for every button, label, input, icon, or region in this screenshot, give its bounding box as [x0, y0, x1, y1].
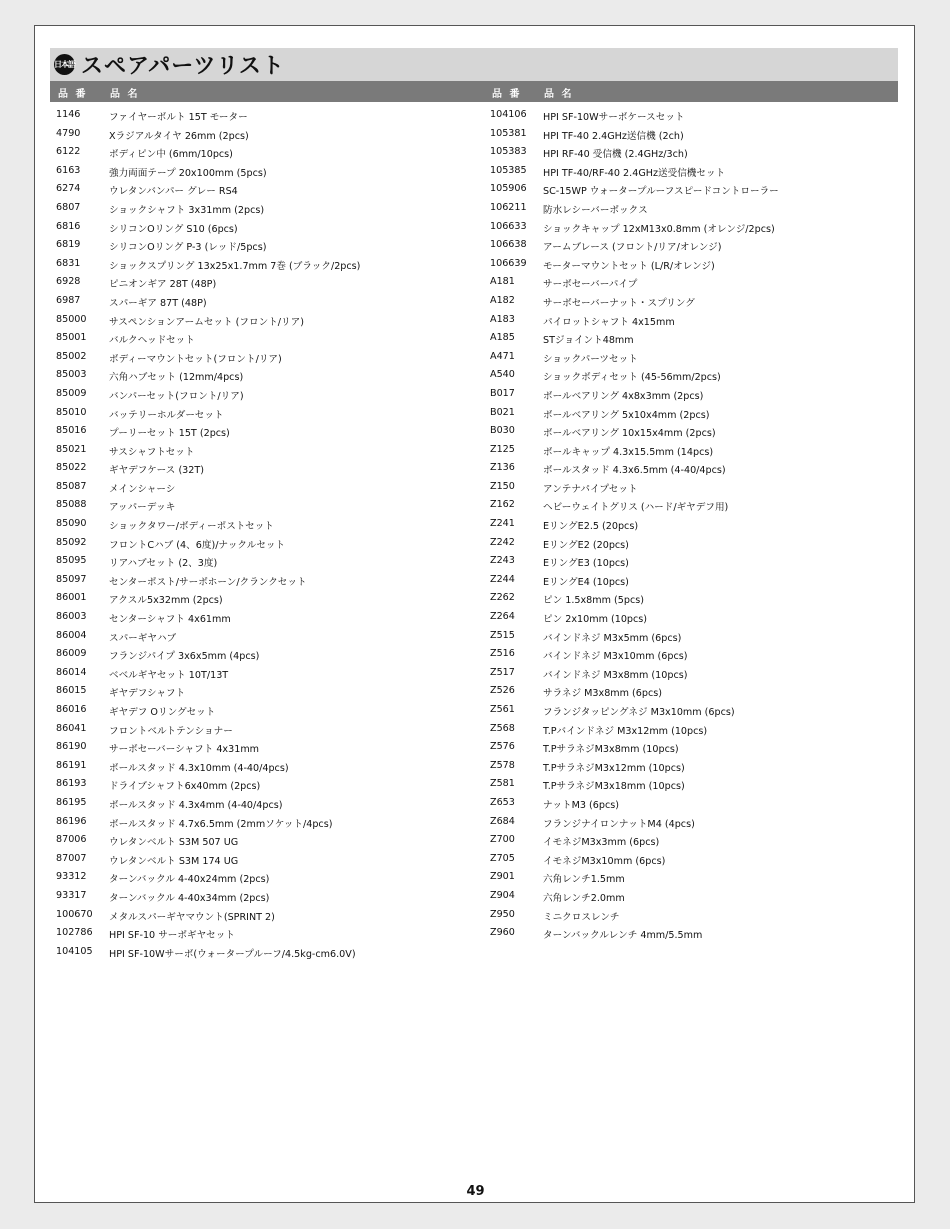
part-number: Z516: [490, 648, 515, 660]
part-number: 85095: [56, 555, 87, 567]
part-name: センターシャフト 4x61mm: [109, 614, 231, 626]
part-name: HPI SF-10 サーボギヤセット: [109, 930, 235, 942]
header-code-left: 品 番: [58, 89, 88, 100]
part-number: 93317: [56, 889, 87, 901]
part-number: A181: [490, 276, 515, 288]
part-number: Z243: [490, 555, 515, 567]
part-number: B021: [490, 406, 515, 418]
part-number: 86003: [56, 611, 87, 623]
part-name: ピン 2x10mm (10pcs): [543, 614, 648, 626]
part-name: イモネジM3x3mm (6pcs): [543, 837, 660, 849]
part-name: Xラジアルタイヤ 26mm (2pcs): [109, 130, 249, 142]
part-number: 104105: [56, 945, 93, 957]
part-number: 85003: [56, 369, 87, 381]
part-name: モーターマウントセット (L/R/オレンジ): [543, 260, 715, 272]
part-number: 87007: [56, 852, 87, 864]
part-name: ボールスタッド 4.3x10mm (4-40/4pcs): [109, 762, 289, 774]
part-name: アームブレース (フロント/リア/オレンジ): [543, 242, 722, 254]
part-number: 106211: [490, 201, 527, 213]
part-number: A540: [490, 369, 515, 381]
part-number: 85092: [56, 536, 87, 548]
part-name: バインドネジ M3x10mm (6pcs): [543, 651, 688, 663]
part-name: ピン 1.5x8mm (5pcs): [543, 595, 644, 607]
part-name: プーリーセット 15T (2pcs): [109, 428, 230, 440]
part-name: ショックスプリング 13x25x1.7mm 7巻 (ブラック/2pcs): [109, 260, 361, 272]
part-number: Z950: [490, 908, 515, 920]
part-number: Z700: [490, 834, 515, 846]
part-name: サーボセーバーナット・スプリング: [543, 297, 695, 309]
part-number: 86190: [56, 741, 87, 753]
part-number: 104106: [490, 109, 527, 120]
part-number: 85000: [56, 313, 87, 325]
part-name: ボールスタッド 4.3x6.5mm (4-40/4pcs): [543, 465, 726, 477]
part-name: パイロットシャフト 4x15mm: [543, 316, 675, 328]
part-name: ショックボディセット (45-56mm/2pcs): [543, 372, 721, 384]
part-number: 85010: [56, 406, 87, 418]
part-number: 106633: [490, 220, 527, 232]
part-name: ボディーマウントセット(フロント/リア): [109, 353, 282, 365]
header-name-left: 品 名: [110, 89, 140, 100]
part-name: シリコンOリング P-3 (レッド/5pcs): [109, 242, 267, 254]
part-name: リアハブセット (2、3度): [109, 558, 218, 570]
part-name: フランジタッピングネジ M3x10mm (6pcs): [543, 707, 735, 718]
part-name: T.PサラネジM3x12mm (10pcs): [543, 762, 685, 774]
part-number: Z264: [490, 611, 515, 623]
part-number: 85021: [56, 443, 87, 455]
part-number: Z517: [490, 666, 515, 678]
part-number: B030: [490, 425, 515, 437]
part-number: 106638: [490, 239, 527, 251]
part-name: ウレタンベルト S3M 174 UG: [109, 855, 239, 867]
part-number: 86014: [56, 666, 87, 678]
document-page: [34, 25, 915, 1203]
part-number: Z242: [490, 536, 515, 548]
part-name: ターンバックル 4-40x34mm (2pcs): [109, 892, 270, 904]
part-name: ボールスタッド 4.3x4mm (4-40/4pcs): [109, 799, 283, 811]
part-number: 106639: [490, 257, 527, 269]
part-number: Z150: [490, 480, 515, 492]
part-name: ギヤデフ Oリングセット: [109, 707, 216, 718]
part-number: 6831: [56, 257, 81, 269]
part-name: ショックシャフト 3x31mm (2pcs): [109, 204, 265, 216]
part-number: 86016: [56, 704, 87, 715]
part-name: EリングE4 (10pcs): [543, 576, 629, 588]
part-number: Z241: [490, 518, 515, 530]
part-number: 6163: [56, 164, 81, 176]
part-number: 93312: [56, 871, 87, 883]
part-number: 6987: [56, 294, 81, 306]
part-name: サラネジ M3x8mm (6pcs): [543, 688, 662, 700]
part-number: 86009: [56, 648, 87, 660]
part-name: ウレタンベルト S3M 507 UG: [109, 837, 239, 849]
part-name: アクスル5x32mm (2pcs): [109, 595, 223, 607]
part-number: Z684: [490, 815, 515, 827]
part-name: ミニクロスレンチ: [543, 911, 620, 923]
part-name: ナットM3 (6pcs): [543, 799, 619, 811]
part-name: ベベルギヤセット 10T/13T: [109, 669, 229, 681]
part-number: 85009: [56, 387, 87, 399]
part-name: ボールキャップ 4.3x15.5mm (14pcs): [543, 446, 714, 458]
part-number: A183: [490, 313, 515, 325]
part-name: ファイヤーボルト 15T モーター: [109, 112, 248, 123]
part-number: 4790: [56, 127, 81, 139]
part-number: Z125: [490, 443, 515, 455]
part-number: 102786: [56, 927, 93, 939]
part-number: Z515: [490, 629, 515, 641]
part-number: Z162: [490, 499, 515, 511]
part-name: HPI TF-40/RF-40 2.4GHz送受信機セット: [543, 167, 726, 179]
part-number: 86196: [56, 815, 87, 827]
part-name: スパーギヤハブ: [109, 632, 177, 644]
part-name: EリングE2 (20pcs): [543, 539, 629, 551]
header-code-right: 品 番: [492, 89, 522, 100]
part-number: 105383: [490, 146, 527, 158]
part-number: Z526: [490, 685, 515, 697]
part-name: ギヤデフシャフト: [109, 688, 186, 700]
part-number: 85022: [56, 462, 87, 474]
part-name: サスペンションアームセット (フロント/リア): [109, 316, 304, 328]
part-name: ボールスタッド 4.7x6.5mm (2mmソケット/4pcs): [109, 818, 333, 830]
part-name: ピニオンギア 28T (48P): [109, 279, 217, 291]
part-number: 86001: [56, 592, 87, 604]
part-name: イモネジM3x10mm (6pcs): [543, 855, 666, 867]
part-number: 85090: [56, 518, 87, 530]
part-name: ヘビーウェイトグリス (ハード/ギヤデフ用): [543, 502, 729, 514]
part-name: サーボセーバーシャフト 4x31mm: [109, 744, 260, 756]
part-number: 1146: [56, 109, 81, 120]
part-name: EリングE2.5 (20pcs): [543, 521, 639, 533]
part-name: T.PサラネジM3x8mm (10pcs): [543, 744, 679, 756]
part-name: バンパーセット(フロント/リア): [109, 390, 244, 402]
part-number: 85088: [56, 499, 87, 511]
part-number: A182: [490, 294, 515, 306]
part-number: Z561: [490, 704, 515, 715]
part-number: 86015: [56, 685, 87, 697]
part-name: ショックパーツセット: [543, 353, 638, 365]
part-name: センターポスト/サーボホーン/クランクセット: [109, 576, 307, 588]
part-name: サスシャフトセット: [109, 446, 195, 458]
part-number: A471: [490, 350, 515, 362]
part-number: 87006: [56, 834, 87, 846]
part-name: HPI SF-10Wサーボ(ウォータープルーフ/4.5kg-cm6.0V): [109, 948, 356, 960]
part-name: サーボセーバーパイプ: [543, 279, 638, 291]
part-name: フランジパイプ 3x6x5mm (4pcs): [109, 651, 260, 663]
part-number: Z904: [490, 889, 515, 901]
part-number: 105381: [490, 127, 527, 139]
part-number: 6274: [56, 183, 81, 195]
part-name: HPI RF-40 受信機 (2.4GHz/3ch): [543, 149, 688, 161]
part-number: 86041: [56, 722, 87, 734]
language-badge-icon: 日本語: [54, 54, 75, 75]
part-name: 六角レンチ2.0mm: [543, 892, 625, 904]
part-name: ボールベアリング 4x8x3mm (2pcs): [543, 390, 704, 402]
part-number: 105385: [490, 164, 527, 176]
part-number: 6807: [56, 201, 81, 213]
part-name: HPI TF-40 2.4GHz送信機 (2ch): [543, 130, 684, 142]
part-name: バッテリーホルダーセット: [109, 409, 224, 421]
part-name: ボールベアリング 5x10x4mm (2pcs): [543, 409, 710, 421]
part-name: ショックキャップ 12xM13x0.8mm (オレンジ/2pcs): [543, 223, 775, 235]
part-name: バルクヘッドセット: [109, 335, 195, 347]
part-name: フロントベルトテンショナー: [109, 725, 233, 737]
part-number: B017: [490, 387, 515, 399]
part-number: Z244: [490, 573, 515, 585]
part-number: 6816: [56, 220, 81, 232]
part-name: STジョイント48mm: [543, 335, 634, 347]
part-number: 86004: [56, 629, 87, 641]
part-number: Z705: [490, 852, 515, 864]
part-name: メインシャーシ: [109, 483, 176, 495]
part-name: 六角レンチ1.5mm: [543, 874, 625, 886]
part-name: SC-15WP ウォータープルーフスピードコントローラー: [543, 186, 779, 198]
part-number: 85087: [56, 480, 87, 492]
part-name: ターンバックル 4-40x24mm (2pcs): [109, 874, 270, 886]
page-title: スペアパーツリスト: [81, 54, 285, 79]
part-number: 86191: [56, 759, 87, 771]
part-number: 6122: [56, 146, 81, 158]
part-number: 85001: [56, 332, 87, 344]
part-number: Z568: [490, 722, 515, 734]
part-number: Z576: [490, 741, 515, 753]
part-number: A185: [490, 332, 515, 344]
part-name: ターンバックルレンチ 4mm/5.5mm: [543, 930, 703, 942]
part-number: Z578: [490, 759, 515, 771]
part-number: Z136: [490, 462, 515, 474]
part-number: Z653: [490, 796, 515, 808]
part-name: T.Pバインドネジ M3x12mm (10pcs): [543, 725, 708, 737]
part-name: ボディピン中 (6mm/10pcs): [109, 149, 233, 161]
part-number: Z960: [490, 927, 515, 939]
part-name: アッパーデッキ: [109, 502, 176, 514]
part-name: 防水レシーバーボックス: [543, 204, 648, 216]
part-name: ギヤデフケース (32T): [109, 465, 204, 477]
part-name: バインドネジ M3x8mm (10pcs): [543, 669, 688, 681]
part-number: 85002: [56, 350, 87, 362]
part-name: メタルスパーギヤマウント(SPRINT 2): [109, 911, 275, 923]
part-name: HPI SF-10Wサーボケースセット: [543, 112, 685, 123]
part-name: ウレタンバンパー グレー RS4: [109, 186, 238, 198]
part-number: 85097: [56, 573, 87, 585]
part-name: アンテナパイプセット: [543, 483, 638, 495]
page-number: 49: [466, 1184, 485, 1199]
part-number: 85016: [56, 425, 87, 437]
part-number: Z581: [490, 778, 515, 790]
title-bar: [50, 48, 898, 81]
column-header-bar: [50, 81, 898, 102]
part-number: Z901: [490, 871, 515, 883]
part-name: シリコンOリング S10 (6pcs): [109, 223, 238, 235]
part-name: T.PサラネジM3x18mm (10pcs): [543, 781, 685, 793]
part-number: 86193: [56, 778, 87, 790]
part-number: 86195: [56, 796, 87, 808]
part-name: バインドネジ M3x5mm (6pcs): [543, 632, 682, 644]
part-number: Z262: [490, 592, 515, 604]
part-name: ボールベアリング 10x15x4mm (2pcs): [543, 428, 716, 440]
part-name: ショックタワー/ボディーポストセット: [109, 521, 274, 533]
part-name: フロントCハブ (4、6度)/ナックルセット: [109, 539, 286, 551]
part-number: 100670: [56, 908, 93, 920]
header-name-right: 品 名: [544, 89, 574, 100]
part-name: EリングE3 (10pcs): [543, 558, 629, 570]
part-name: スパーギア 87T (48P): [109, 297, 207, 309]
part-name: 六角ハブセット (12mm/4pcs): [109, 372, 244, 384]
part-number: 6928: [56, 276, 81, 288]
part-number: 6819: [56, 239, 81, 251]
part-name: ドライブシャフト6x40mm (2pcs): [109, 781, 261, 793]
part-number: 105906: [490, 183, 527, 195]
part-name: 強力両面テープ 20x100mm (5pcs): [109, 167, 267, 179]
part-name: フランジナイロンナットM4 (4pcs): [543, 818, 695, 830]
